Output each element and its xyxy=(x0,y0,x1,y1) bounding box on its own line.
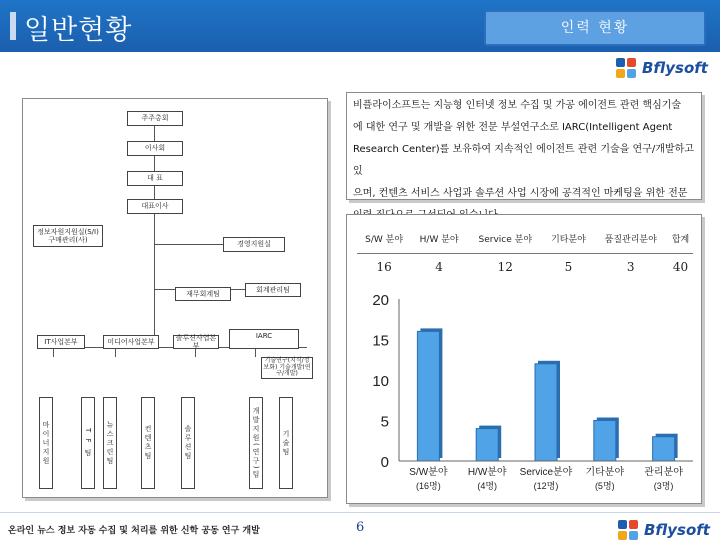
butterfly-icon xyxy=(616,58,638,78)
bar xyxy=(653,437,675,461)
table-cell: 4 xyxy=(435,260,443,275)
footer-title: 온라인 뉴스 정보 자동 수집 및 처리를 위한 신학 공동 연구 개발 xyxy=(8,526,260,536)
x-tick-sublabel: (4명) xyxy=(477,481,498,491)
org-box-board: 이사회 xyxy=(127,141,183,156)
org-box-iarc-research: 기술연구(지식/정보화) 기술개발(연구/개발) xyxy=(261,357,313,379)
org-team-label: 컨텐츠팀 xyxy=(141,397,155,489)
description-line: 에 대한 연구 및 개발을 위한 전문 부설연구소로 IARC(Intelligent Agent xyxy=(353,122,673,133)
table-cell: 16 xyxy=(376,260,392,275)
table-cell: 40 xyxy=(672,260,689,275)
table-header: 합계 xyxy=(668,225,693,253)
bar xyxy=(535,364,557,461)
org-box-shareholders: 주주총회 xyxy=(127,111,183,126)
org-team-label: 기술팀 xyxy=(279,397,293,489)
x-tick-sublabel: (12명) xyxy=(533,481,559,491)
org-chart xyxy=(22,98,328,498)
bar xyxy=(417,331,439,461)
y-tick-label: 15 xyxy=(372,332,389,350)
org-team-label: 솔루션팀 xyxy=(181,397,195,489)
table-header: 품질관리분야 xyxy=(593,225,668,253)
brand-logo-top xyxy=(616,58,708,78)
staff-bar-chart xyxy=(347,285,703,503)
header-bar xyxy=(0,0,720,52)
org-box-solution-division: 솔루션사업본부 xyxy=(173,335,219,349)
staff-panel xyxy=(346,214,702,504)
table-cell: 5 xyxy=(564,260,573,275)
org-box-finance: 재무회계팀 xyxy=(175,287,231,301)
description-line: 으며, 컨텐츠 서비스 사업과 솔루션 사업 시장에 공격적인 마케팅을 위한 전문 xyxy=(353,188,688,199)
org-team-label: 뉴스크린팀 xyxy=(103,397,117,489)
org-box-management: 경영지원실 xyxy=(223,237,285,252)
footer-divider xyxy=(0,512,720,513)
table-header: H/W 분야 xyxy=(411,225,467,253)
org-box-it-division: IT사업본부 xyxy=(37,335,85,349)
y-tick-label: 10 xyxy=(372,373,389,390)
table-header: Service 분야 xyxy=(467,225,544,253)
org-box-iarc: IARC xyxy=(229,329,299,349)
bar xyxy=(476,429,498,461)
org-box-ceo: 대표이사 xyxy=(127,199,183,214)
description-line: Research Center)를 보유하여 지속적인 에이전트 관련 기술을 연구/개발하고 있 xyxy=(353,144,694,177)
logo-text: Bflysoft xyxy=(642,59,708,77)
page-title: 일반현황 xyxy=(24,15,133,46)
x-tick-sublabel: (3명) xyxy=(653,481,674,491)
table-header: 기타분야 xyxy=(544,225,594,253)
org-team-label: 개발지원(연구)팀 xyxy=(249,397,263,489)
table-cell: 3 xyxy=(626,260,635,275)
title-marker xyxy=(10,12,16,40)
org-box-media-division: 미디어사업본부 xyxy=(103,335,159,349)
org-box-representative: 대 표 xyxy=(127,171,183,186)
org-team-label: T F 팀 xyxy=(81,397,95,489)
page-number: 6 xyxy=(356,520,365,535)
table-header: S/W 분야 xyxy=(357,225,411,253)
y-tick-label: 20 xyxy=(372,292,389,309)
brand-logo-bottom xyxy=(618,520,710,540)
org-box-info-resources: 정보자원지원실(S/I) 구매관리(사) xyxy=(33,225,103,247)
x-tick-label: H/W분야 xyxy=(467,467,507,478)
org-team-label: 마이너지원 xyxy=(39,397,53,489)
staff-table xyxy=(357,225,693,281)
bar xyxy=(594,421,616,462)
table-cell: 12 xyxy=(497,260,513,275)
org-box-accounting: 회계관리팀 xyxy=(245,283,301,297)
y-tick-label: 0 xyxy=(380,454,389,471)
y-tick-label: 5 xyxy=(380,413,389,431)
description-line: 비플라이소프트는 지능형 인터넷 정보 수집 및 가공 에이전트 관련 핵심기술 xyxy=(353,100,682,111)
x-tick-sublabel: (5명) xyxy=(594,481,615,491)
x-tick-sublabel: (16명) xyxy=(416,481,441,491)
x-tick-label: 관리분야 xyxy=(644,467,683,478)
butterfly-icon xyxy=(618,520,640,540)
x-tick-label: 기타분야 xyxy=(585,467,625,478)
x-tick-label: Service분야 xyxy=(519,467,573,478)
description-box xyxy=(346,92,702,200)
section-label: 인력 현황 xyxy=(484,10,706,46)
logo-text: Bflysoft xyxy=(644,521,710,539)
x-tick-label: S/W분야 xyxy=(409,467,448,478)
